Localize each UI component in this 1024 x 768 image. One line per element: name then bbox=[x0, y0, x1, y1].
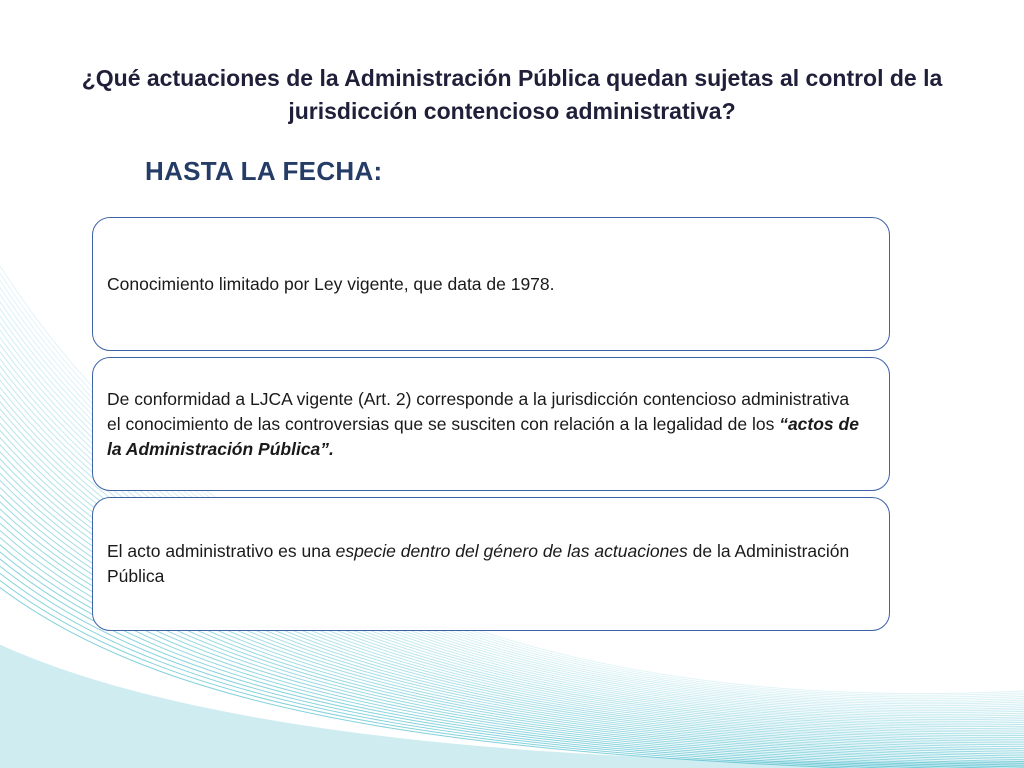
info-card-2 bbox=[92, 357, 890, 491]
info-card-2-text-emphasis: “actos de la Administración Pública”. bbox=[107, 413, 859, 459]
info-card-3-text-start: El acto administrativo es una bbox=[107, 541, 336, 561]
info-card-3-text bbox=[107, 539, 859, 589]
info-card-3-text-italic: especie dentro del género de las actuaciones bbox=[335, 541, 688, 561]
info-card-1-text: Conocimiento limitado por Ley vigente, que data de 1978. bbox=[107, 273, 555, 294]
info-card-3 bbox=[92, 497, 890, 631]
info-card-3-text-end: de la Administración Pública bbox=[107, 541, 850, 586]
slide-title: ¿Qué actuaciones de la Administración Pública quedan sujetas al control de la jurisdicción contencioso administrativa? bbox=[81, 65, 943, 124]
section-subtitle: HASTA LA FECHA: bbox=[145, 156, 383, 186]
info-card-2-text bbox=[107, 387, 859, 462]
info-card-2-text-main: De conformidad a LJCA vigente (Art. 2) corresponde a la jurisdicción contencioso administrativa el conocimiento de las controversias que se susciten con relación a la legalidad de los bbox=[107, 388, 850, 434]
info-card-1 bbox=[92, 217, 890, 351]
